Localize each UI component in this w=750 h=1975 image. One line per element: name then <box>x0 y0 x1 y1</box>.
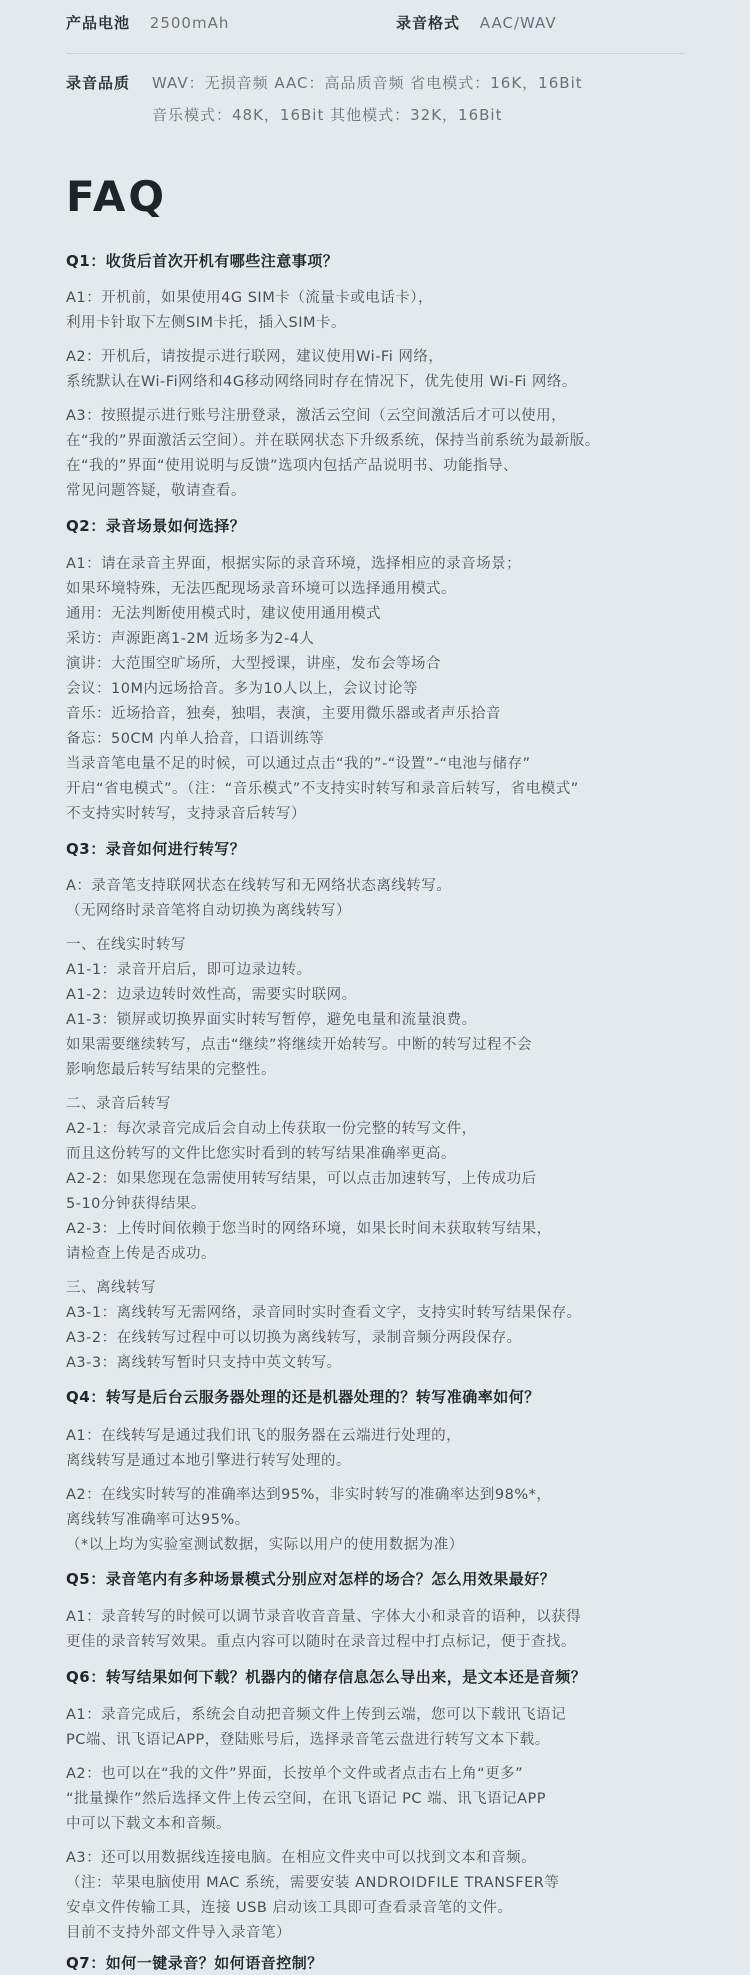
faq-answer-line: 会议：10M内远场拾音。多为10人以上，会议讨论等 <box>66 681 418 697</box>
faq-answer-line: 离线转写是通过本地引擎进行转写处理的。 <box>66 1453 351 1469</box>
faq-answer-line: A1-1：录音开启后，即可边录边转。 <box>66 962 312 978</box>
faq-answer-line: 更佳的录音转写效果。重点内容可以随时在录音过程中打点标记，便于查找。 <box>66 1634 576 1650</box>
faq-answer-line: A1-2：边录边转时效性高，需要实时联网。 <box>66 987 357 1003</box>
faq-answer-line: A2-3：上传时间依赖于您当时的网络环境，如果长时间未获取转写结果， <box>66 1221 552 1237</box>
faq-answer-line: 离线转写准确率可达95%。 <box>66 1512 250 1528</box>
faq-answer-line: 二、录音后转写 <box>66 1096 171 1112</box>
faq-answer-line: 三、离线转写 <box>66 1280 156 1296</box>
faq-answer-line: 5-10分钟获得结果。 <box>66 1196 206 1212</box>
spec-quality-line: 音乐模式：48K，16Bit 其他模式：32K，16Bit <box>152 106 503 124</box>
faq-answer-line: A1：在线转写是通过我们讯飞的服务器在云端进行处理的， <box>66 1428 462 1444</box>
faq-answer-line: A2：在线实时转写的准确率达到95%，非实时转写的准确率达到98%*， <box>66 1487 552 1503</box>
faq-answer-line: 如果环境特殊，无法匹配现场录音环境可以选择通用模式。 <box>66 581 456 597</box>
faq-answer-line: A1：开机前，如果使用4G SIM卡（流量卡或电话卡）， <box>66 290 433 306</box>
faq-question-6: Q6：转写结果如何下载？机器内的储存信息怎么导出来，是文本还是音频？ <box>66 1668 587 1686</box>
faq-answer-line: A3：还可以用数据线连接电脑。在相应文件夹中可以找到文本和音频。 <box>66 1850 537 1866</box>
spec-format <box>396 12 557 33</box>
faq-answer-line: 如果需要继续转写，点击“继续”将继续开始转写。中断的转写过程不会 <box>66 1037 533 1053</box>
faq-answer-line: A2-1：每次录音完成后会自动上传获取一份完整的转写文件， <box>66 1121 477 1137</box>
faq-answer-line: A3-3：离线转写暂时只支持中英文转写。 <box>66 1355 342 1371</box>
faq-answer-line: 一、在线实时转写 <box>66 937 186 953</box>
spec-divider <box>66 53 684 54</box>
faq-answer-line: 系统默认在Wi-Fi网络和4G移动网络同时存在情况下，优先使用 Wi-Fi 网络。 <box>66 374 577 390</box>
faq-answer-line: 演讲：大范围空旷场所，大型授课，讲座，发布会等场合 <box>66 656 441 672</box>
faq-answer-line: 利用卡针取下左侧SIM卡托，插入SIM卡。 <box>66 315 346 331</box>
spec-quality-line: WAV：无损音频 AAC：高品质音频 省电模式：16K，16Bit <box>152 74 583 92</box>
faq-answer-line: 影响您最后转写结果的完整性。 <box>66 1062 276 1078</box>
faq-answer-line: A1：录音完成后，系统会自动把音频文件上传到云端，您可以下载讯飞语记 <box>66 1707 567 1723</box>
faq-answer-line: A1-3：锁屏或切换界面实时转写暂停，避免电量和流量浪费。 <box>66 1012 477 1028</box>
faq-answer-line: 目前不支持外部文件导入录音笔） <box>66 1925 291 1941</box>
faq-answer-line: 在“我的”界面“使用说明与反馈”选项内包括产品说明书、功能指导、 <box>66 458 519 474</box>
faq-answer-line: 备忘：50CM 内单人拾音，口语训练等 <box>66 731 325 747</box>
faq-question-3: Q3：录音如何进行转写？ <box>66 840 246 858</box>
faq-answer-line: 常见问题答疑，敬请查看。 <box>66 483 246 499</box>
faq-answer-line: 音乐：近场拾音，独奏，独唱，表演，主要用微乐器或者声乐拾音 <box>66 706 501 722</box>
faq-question-2: Q2：录音场景如何选择？ <box>66 517 246 535</box>
faq-title: FAQ <box>66 172 168 221</box>
spec-format-value: AAC/WAV <box>479 14 557 32</box>
faq-answer-line: 中可以下载文本和音频。 <box>66 1816 231 1832</box>
faq-answer-line: A3-2：在线转写过程中可以切换为离线转写，录制音频分两段保存。 <box>66 1330 522 1346</box>
faq-answer-line: 安卓文件传输工具，连接 USB 启动该工具即可查看录音笔的文件。 <box>66 1900 513 1916</box>
faq-answer-line: “批量操作”然后选择文件上传云空间，在讯飞语记 PC 端、讯飞语记APP <box>66 1791 547 1807</box>
faq-answer-line: A3-1：离线转写无需网络，录音同时实时查看文字，支持实时转写结果保存。 <box>66 1305 582 1321</box>
faq-answer-line: A2：开机后，请按提示进行联网，建议使用Wi-Fi 网络， <box>66 349 444 365</box>
faq-answer-line: A3：按照提示进行账号注册登录，激活云空间（云空间激活后才可以使用， <box>66 408 567 424</box>
faq-answer-line: A2-2：如果您现在急需使用转写结果，可以点击加速转写，上传成功后 <box>66 1171 537 1187</box>
faq-answer-line: 在“我的”界面激活云空间）。并在联网状态下升级系统，保持当前系统为最新版。 <box>66 433 600 449</box>
faq-answer-line: （注：苹果电脑使用 MAC 系统，需要安装 ANDROIDFILE TRANSFER等 <box>66 1875 560 1891</box>
spec-battery-value: 2500mAh <box>149 14 230 32</box>
faq-answer-line: 而且这份转写的文件比您实时看到的转写结果准确率更高。 <box>66 1146 456 1162</box>
spec-format-label: 录音格式 <box>396 14 461 32</box>
faq-answer-line: A1：请在录音主界面，根据实际的录音环境，选择相应的录音场景； <box>66 556 522 572</box>
faq-answer-line: 不支持实时转写，支持录音后转写） <box>66 806 306 822</box>
faq-question-5: Q5：录音笔内有多种场景模式分别应对怎样的场合？怎么用效果最好？ <box>66 1570 556 1588</box>
faq-answer-line: 当录音笔电量不足的时候，可以通过点击“我的”-“设置”-“电池与储存” <box>66 756 531 772</box>
faq-question-1: Q1：收货后首次开机有哪些注意事项？ <box>66 252 339 270</box>
faq-answer-line: 请检查上传是否成功。 <box>66 1246 216 1262</box>
faq-answer-line: （*以上均为实验室测试数据，实际以用户的使用数据为准） <box>66 1537 464 1553</box>
faq-answer-line: （无网络时录音笔将自动切换为离线转写） <box>66 903 351 919</box>
spec-battery-label: 产品电池 <box>66 14 131 32</box>
faq-question-7: Q7：如何一键录音？如何语音控制？ <box>66 1954 323 1972</box>
faq-answer-line: 通用：无法判断使用模式时，建议使用通用模式 <box>66 606 381 622</box>
faq-answer-line: A：录音笔支持联网状态在线转写和无网络状态离线转写。 <box>66 878 452 894</box>
faq-answer-line: A2：也可以在“我的文件”界面，长按单个文件或者点击右上角“更多” <box>66 1766 524 1782</box>
faq-answer-line: 采访：声源距离1-2M 近场多为2-4人 <box>66 631 315 647</box>
faq-answer-line: A1：录音转写的时候可以调节录音收音音量、字体大小和录音的语种，以获得 <box>66 1609 582 1625</box>
faq-answer-line: PC端、讯飞语记APP，登陆账号后，选择录音笔云盘进行转写文本下载。 <box>66 1732 550 1748</box>
spec-battery <box>66 12 229 33</box>
spec-quality-label: 录音品质 <box>66 74 131 92</box>
faq-answer-line: 开启“省电模式”。（注：“音乐模式”不支持实时转写和录音后转写，省电模式” <box>66 781 579 797</box>
faq-question-4: Q4：转写是后台云服务器处理的还是机器处理的？转写准确率如何？ <box>66 1388 540 1406</box>
